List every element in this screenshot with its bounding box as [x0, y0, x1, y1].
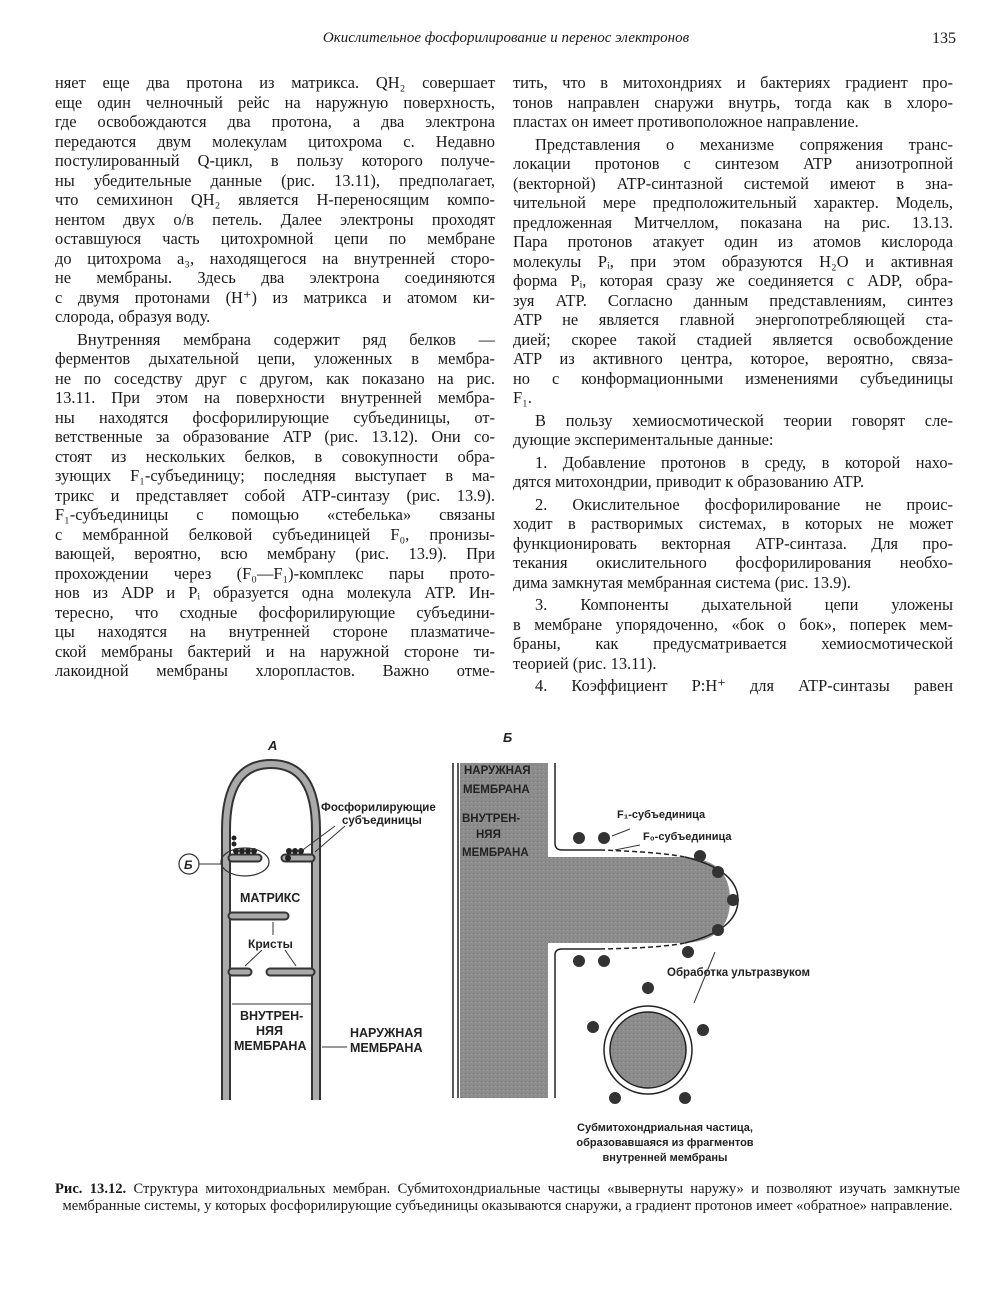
inner-membrane-label: ВНУТРЕН- — [240, 1009, 304, 1023]
text-line: с двумя протонами (H⁺) из матрикса и атомом ки- — [55, 287, 495, 307]
left-text-column — [55, 73, 495, 684]
figure-caption — [55, 1181, 960, 1215]
panel-a-mitochondrion — [179, 738, 436, 1100]
text-line: ветственные за образование ATP (рис. 13.12). Они со- — [55, 427, 495, 446]
text-line: ферментов дыхательной цепи, уложенных в мембра- — [55, 349, 495, 368]
text-line: не мембраны. Здесь два электрона соединяются — [55, 268, 495, 287]
text-line: Представления о механизме сопряжения транс- — [535, 134, 953, 154]
text-line: дима замкнутая мембранная система (рис. 13.9). — [513, 572, 851, 592]
f0-subunit-label: F₀-субъединица — [643, 831, 732, 843]
text-line: ходит в растворимых системах, в которых не может — [513, 514, 953, 533]
text-line: форма Pᵢ, которая сразу же соединяется с ADP, обра- — [513, 271, 953, 290]
b-inner-membrane-label: ВНУТРЕН- — [462, 813, 521, 825]
text-line: с мембранной белковой субъединицей F₀, пронизы- — [55, 524, 495, 544]
text-line: предложенная Митчеллом, показана на рис. 13.13. — [513, 212, 953, 232]
page-number: 135 — [932, 30, 956, 47]
text-line: няет еще два протона из матрикса. QH₂ совершает — [55, 73, 495, 92]
text-line: функционировать векторная ATP-синтаза. Для про- — [513, 533, 953, 553]
inner-membrane-label-2: НЯЯ — [256, 1024, 283, 1038]
figure-caption-text: Структура митохондриальных мембран. Субмитохондриальные частицы «вывернуты наружу» и позволяют изучать замкнутые мембранные системы, у которых фосфорилирующие субъединицы оказываются снаружи, а градиент протонов имеет «обратное» направление. — [62, 1181, 960, 1214]
paragraph — [513, 135, 953, 408]
paragraph — [513, 453, 953, 492]
text-line: оставшуюся часть цитохромной цепи по мембране — [55, 229, 495, 248]
text-line: стоят из нескольких белков, в совокупности обра- — [55, 446, 495, 466]
text-line: текания окислительного фосфорилирования необхо- — [513, 553, 953, 572]
text-line: чительной мере предположительный характер. Модель, — [513, 193, 953, 212]
text-line: зуя ATP. Согласно данным представлениям, синтез — [513, 290, 953, 310]
paragraph — [55, 73, 495, 327]
text-line: но с конформационными изменениями субъединицы — [513, 368, 953, 388]
outer-membrane-label-2: МЕМБРАНА — [350, 1041, 423, 1055]
text-line: трикс и представляет собой ATP-синтазу (рис. 13.9). — [55, 485, 495, 505]
text-line: дией; скорее такой стадией является освобождение — [513, 329, 953, 349]
panel-a-label: А — [268, 738, 278, 753]
b-outer-membrane-label-2: МЕМБРАНА — [463, 784, 530, 796]
text-line: слорода, образуя воду. — [55, 307, 211, 326]
text-line: до цитохрома a₃, находящегося на внутренней сторо- — [55, 248, 495, 268]
text-line: 2. Окислительное фосфорилирование не проис- — [535, 494, 953, 514]
callout-b-label: Б — [184, 858, 193, 872]
page-header — [56, 30, 956, 52]
text-line: цы находятся на внутренней стороне плазматиче- — [55, 622, 495, 641]
text-line: F₁. — [513, 388, 532, 407]
text-line: ны убедительные данные (рис. 13.11), предполагает, — [55, 170, 495, 190]
text-line: прохождении через (F₀—F₁)-комплекс пары прото- — [55, 563, 495, 583]
paragraph — [513, 495, 953, 593]
text-line: ны находятся фосфорилирующие субъединицы, от- — [55, 407, 495, 427]
right-text-column — [513, 73, 953, 699]
text-line: (векторной) ATP-синтазной системой имеют в зна- — [513, 173, 953, 193]
text-line: тонов направлен снаружи внутрь, тогда как в хлоро- — [513, 92, 953, 112]
text-line: где освобождаются два протона, а два электрона — [55, 112, 495, 131]
text-line: 4. Коэффициент P:H⁺ для ATP-синтазы равен — [535, 676, 953, 695]
text-line: тить, что в митохондриях и бактериях градиент про- — [513, 73, 953, 92]
paragraph — [513, 73, 953, 132]
mitochondria-diagram — [170, 728, 870, 1173]
text-line: не по соседству друг с другом, как показано на рис. — [55, 368, 495, 388]
b-outer-membrane-label: НАРУЖНАЯ — [464, 765, 531, 777]
text-line: дующие экспериментальные данные: — [513, 430, 774, 449]
submitochondrial-particle — [587, 982, 709, 1104]
text-line: вающей, вероятно, всю мембрану (рис. 13.9). При — [55, 544, 495, 563]
running-title: Окислительное фосфорилирование и перенос электронов — [322, 30, 690, 46]
text-line: F₁-субъединицы с помощью «стебелька» связаны — [55, 505, 495, 524]
text-line: лакоидной мембраны хлоропластов. Важно отме- — [55, 661, 495, 680]
paragraph — [513, 676, 953, 696]
panel-b-membrane-section — [453, 730, 810, 1164]
text-line: постулированный Q-цикл, в пользу которого получе- — [55, 151, 495, 170]
inner-membrane-label-3: МЕМБРАНА — [234, 1039, 307, 1053]
text-line: пластах он имеет противоположное направление. — [513, 112, 859, 131]
particle-caption-1: Субмитохондриальная частица, — [577, 1122, 753, 1134]
text-line: зующих F₁-субъединицу; последняя выступает в ма- — [55, 466, 495, 485]
text-line: Пара протонов атакует один из атомов кислорода — [513, 232, 953, 251]
cristae — [232, 858, 311, 972]
matrix-label: МАТРИКС — [240, 891, 301, 905]
outer-membrane-label: НАРУЖНАЯ — [350, 1026, 423, 1040]
particle-caption-2: образовавшаяся из фрагментов — [576, 1137, 754, 1149]
text-line: ATP из активного центра, которое, вероятно, связа- — [513, 349, 953, 368]
text-line: тересно, что сходные фосфорилирующие субъедини- — [55, 602, 495, 622]
text-line: в мембране упорядоченно, «бок о бок», поперек мем- — [513, 614, 953, 634]
text-line: ской мембраны бактерий и на наружной стороне ти- — [55, 641, 495, 661]
text-line: молекулы Pᵢ, при этом образуются H₂O и активная — [513, 251, 953, 271]
figure-label: Рис. 13.12. — [55, 1181, 127, 1197]
b-inner-membrane-label-3: МЕМБРАНА — [462, 847, 529, 859]
text-line: браны, как предусматривается хемиосмотической — [513, 634, 953, 653]
text-line: что семихинон QH₂ является H-переносящим компо- — [55, 190, 495, 209]
paragraph — [55, 330, 495, 681]
sonication-label: Обработка ультразвуком — [667, 967, 810, 979]
text-line: 13.11. При этом на поверхности внутренней мембра- — [55, 388, 495, 407]
paragraph — [513, 411, 953, 450]
f1-subunit-label: F₁-субъединица — [617, 809, 706, 821]
text-line: локации протонов с синтезом ATP анизотропной — [513, 154, 953, 173]
text-line: дятся митохондрии, приводит к образованию ATP. — [513, 472, 865, 491]
paragraph — [513, 595, 953, 673]
cristae-label: Кристы — [248, 937, 293, 951]
figure-13-12 — [170, 728, 870, 1173]
text-line: 3. Компоненты дыхательной цепи уложены — [535, 595, 953, 614]
text-line: нов из ADP и Pᵢ образуется одна молекула ATP. Ин- — [55, 583, 495, 602]
text-line: ATP не является главной энергопотребляющей ста- — [513, 310, 953, 329]
text-line: передаются двум молекулам цитохрома c. Недавно — [55, 131, 495, 151]
text-line: 1. Добавление протонов в среду, в которой нахо- — [535, 452, 953, 472]
text-line: нентом двух о/в петель. Далее электроны проходят — [55, 209, 495, 229]
text-line: еще один челночный рейс на наружную поверхность, — [55, 92, 495, 112]
b-inner-membrane-label-2: НЯЯ — [476, 829, 501, 841]
particle-caption-3: внутренней мембраны — [602, 1152, 728, 1164]
phosphorylating-label-2: субъединицы — [342, 815, 422, 827]
text-line: В пользу хемиосмотической теории говорят сле- — [535, 410, 953, 430]
text-line: теорией (рис. 13.11). — [513, 653, 657, 673]
panel-b-label: Б — [503, 730, 513, 745]
phosphorylating-label: Фосфорилирующие — [321, 802, 436, 814]
text-line: Внутренняя мембрана содержит ряд белков — — [77, 329, 495, 349]
